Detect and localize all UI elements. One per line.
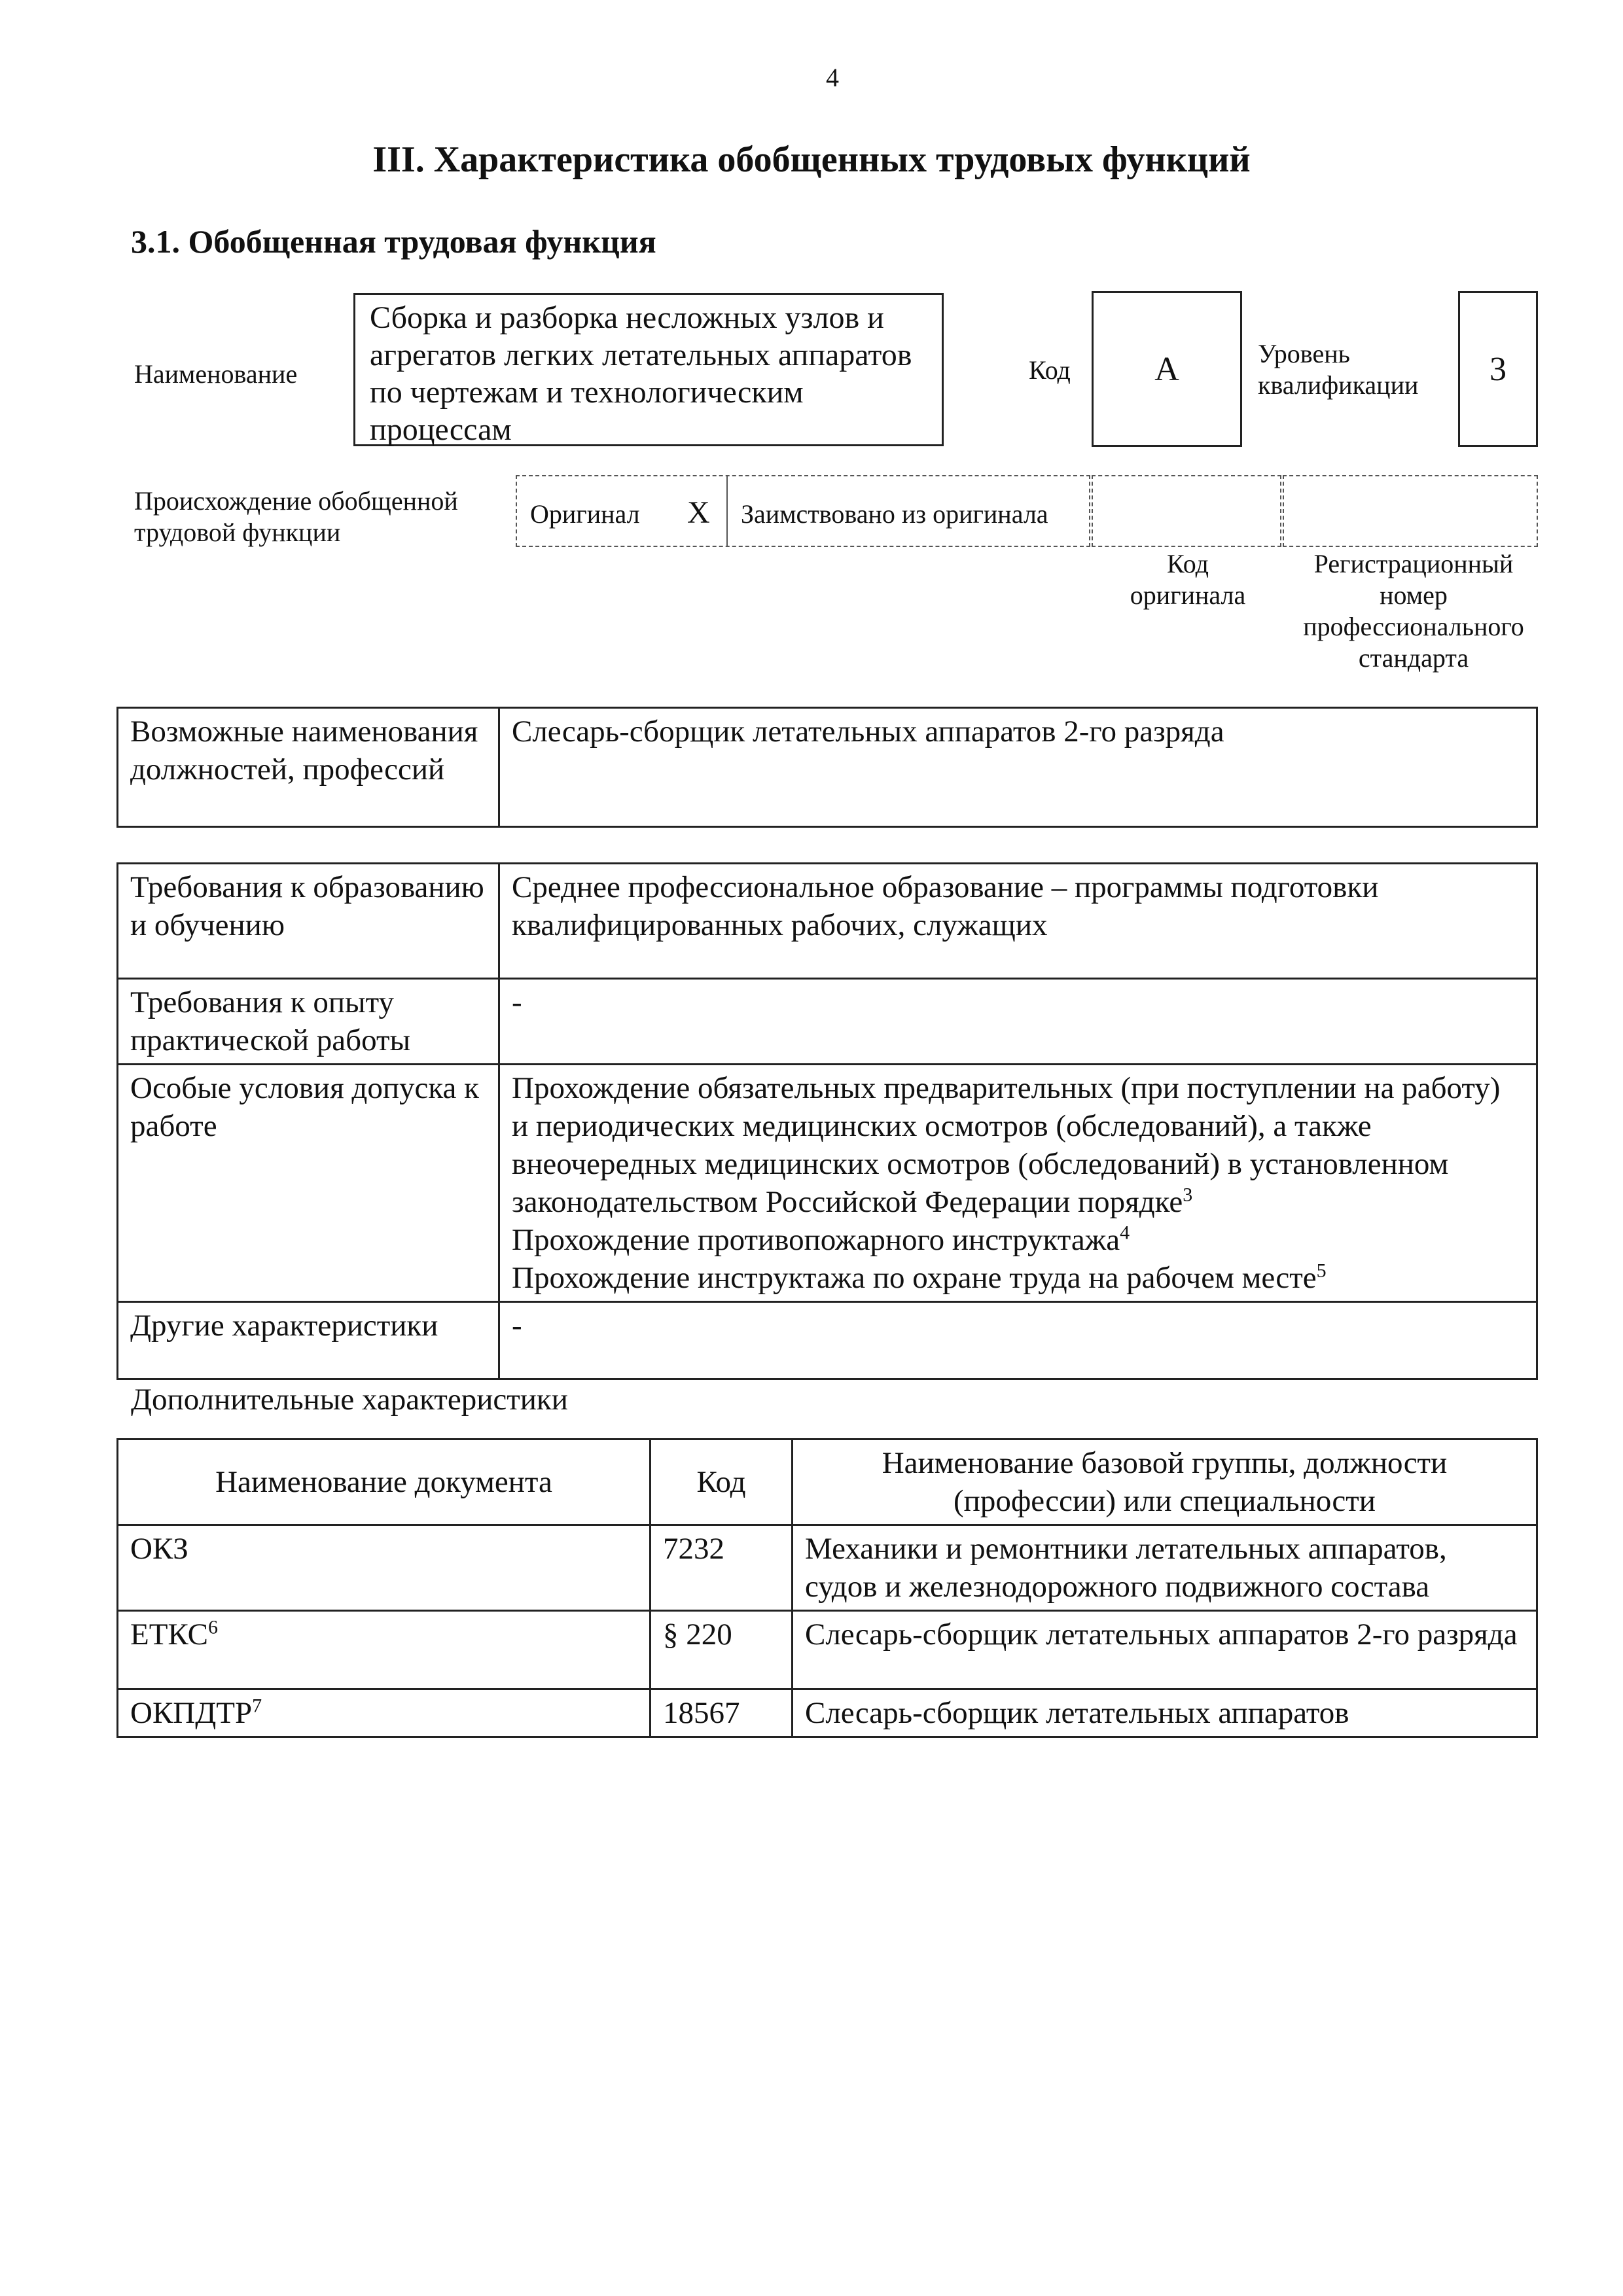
name-value: Сборка и разборка несложных узлов и агрегатов легких летательных аппаратов по чертежам и технологическим процессам [370, 300, 912, 447]
borrowed-label: Заимствовано из оригинала [741, 499, 1048, 529]
section-title: III. Характеристика обобщенных трудовых функций [372, 139, 1251, 180]
other-label: Другие характеристики [118, 1302, 499, 1379]
footnote-ref: 7 [252, 1695, 262, 1717]
code-value: А [1154, 350, 1179, 388]
level-label: Уровень квалификации [1258, 339, 1419, 400]
reg-caption: Регистрационный номер профессионального стандарта [1303, 549, 1524, 673]
footnote-ref: 3 [1183, 1184, 1193, 1206]
original-label: Оригинал [530, 499, 640, 529]
special-conditions-value [499, 1065, 1537, 1302]
positions-table [116, 707, 1538, 828]
row-document: ОКПДТР$^7$ [118, 1689, 651, 1737]
level-value-box [1458, 291, 1538, 447]
row-document: ОКЗ [118, 1525, 651, 1611]
education-label: Требования к образованию и обучению [118, 864, 499, 979]
special-conditions-label: Особые условия допуска к работе [118, 1065, 499, 1302]
experience-label: Требования к опыту практической работы [118, 979, 499, 1065]
special-condition-line: Прохождение инструктажа по охране труда на рабочем месте$^5$ [512, 1260, 1327, 1295]
name-label: Наименование [134, 359, 298, 389]
header-document: Наименование документа [118, 1439, 651, 1525]
origin-divider [726, 476, 728, 546]
name-value-box [353, 293, 944, 446]
other-value: - [499, 1302, 1537, 1379]
origin-label: Происхождение обобщенной трудовой функции [134, 486, 458, 547]
requirements-table [116, 862, 1538, 1380]
original-mark: X [687, 495, 710, 530]
education-value: Среднее профессиональное образование – программы подготовки квалифицированных рабочих, служащих [499, 864, 1537, 979]
row-group-name: Слесарь-сборщик летательных аппаратов [793, 1689, 1537, 1737]
additional-title: Дополнительные характеристики [131, 1383, 568, 1417]
row-group-name: Механики и ремонтники летательных аппаратов, судов и железнодорожного подвижного состава [793, 1525, 1537, 1611]
footnote-ref: 6 [207, 1616, 218, 1638]
special-condition-line: Прохождение противопожарного инструктажа$^4$ [512, 1222, 1130, 1257]
header-code: Код [651, 1439, 793, 1525]
additional-table [116, 1438, 1538, 1738]
code-value-box [1092, 291, 1242, 447]
subsection-title: 3.1. Обобщенная трудовая функция [131, 223, 656, 260]
row-document: ЕТКС$^6$ [118, 1611, 651, 1689]
reg-number-box [1283, 475, 1538, 547]
positions-label: Возможные наименования должностей, профессий [118, 708, 499, 827]
level-value: 3 [1489, 350, 1507, 388]
header-group-name: Наименование базовой группы, должности (профессии) или специальности [793, 1439, 1537, 1525]
footnote-ref: 5 [1316, 1260, 1327, 1282]
code-label: Код [1029, 355, 1071, 385]
footnote-ref: 4 [1120, 1222, 1130, 1244]
row-code: § 220 [651, 1611, 793, 1689]
code-caption: Код оригинала [1130, 549, 1246, 610]
row-code: 18567 [651, 1689, 793, 1737]
special-condition-line: Прохождение обязательных предварительных (при поступлении на работу) и периодических медицинских осмотров (обследований), а также внеочередных медицинских осмотров (обследований) в установленном законодательством Российской Федерации порядке$^3$ [512, 1071, 1501, 1219]
row-code: 7232 [651, 1525, 793, 1611]
row-group-name: Слесарь-сборщик летательных аппаратов 2-го разряда [793, 1611, 1537, 1689]
positions-value: Слесарь-сборщик летательных аппаратов 2-го разряда [499, 708, 1537, 827]
original-code-box [1092, 475, 1281, 547]
page-number: 4 [826, 63, 839, 92]
experience-value: - [499, 979, 1537, 1065]
